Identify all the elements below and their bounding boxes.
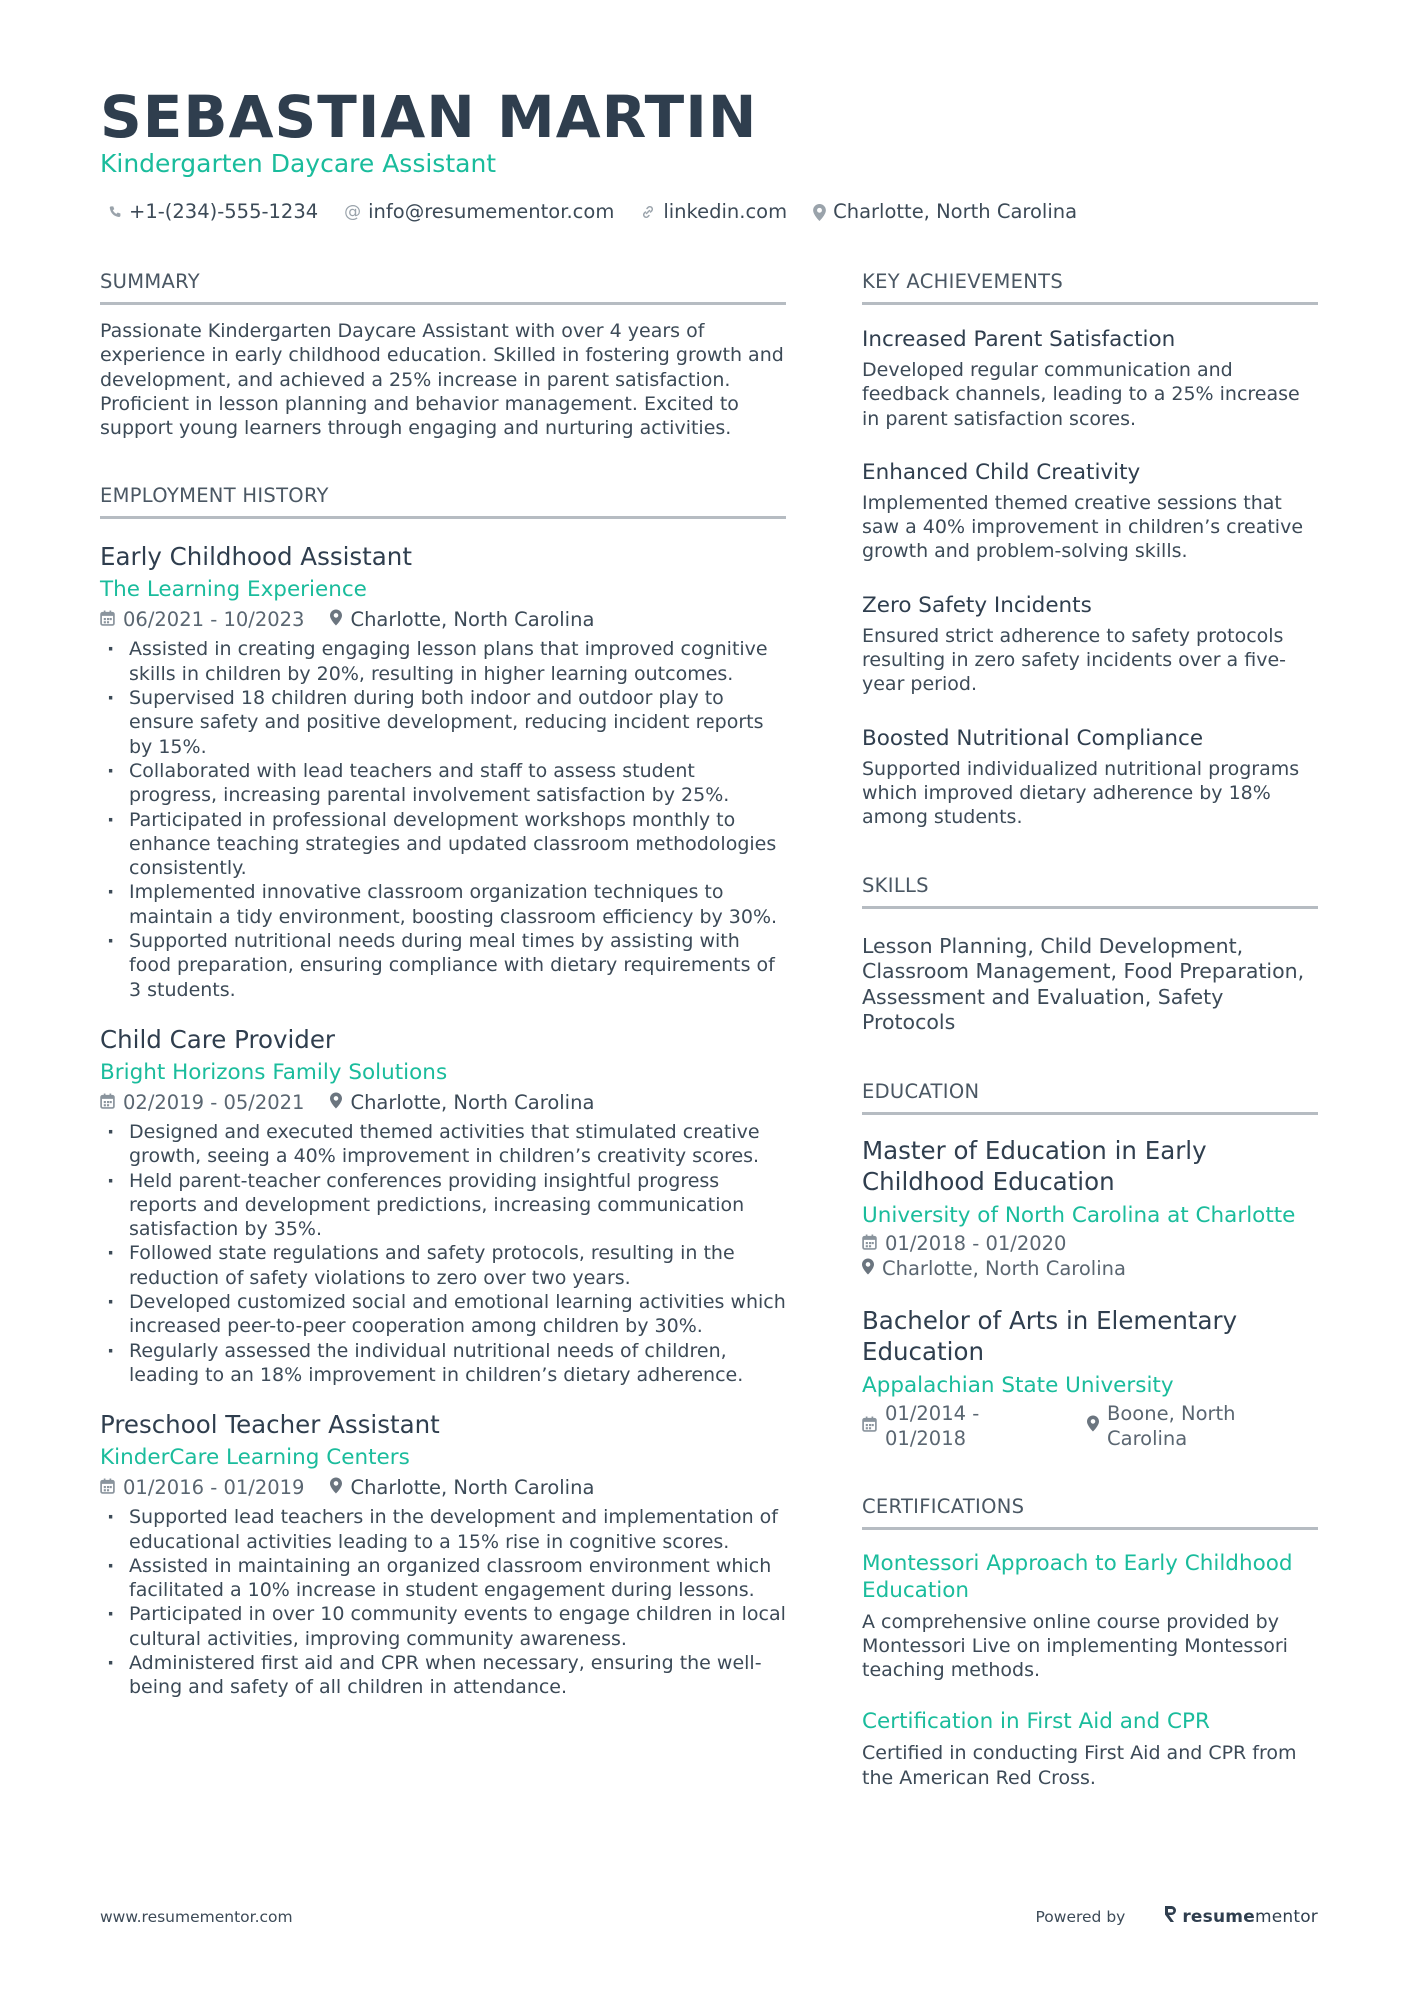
skills-heading: SKILLS [862,872,1318,909]
job-dates [100,1088,304,1118]
job-location [330,1088,594,1118]
achievement-title: Zero Safety Incidents [862,592,1092,618]
education-dates-text: 01/2014 - 01/2018 [885,1401,980,1450]
candidate-role: Kindergarten Daycare Assistant [100,149,497,178]
achievement-title: Enhanced Child Creativity [862,459,1141,485]
job-bullet: · Developed customized social and emotional learning activities which increased peer-to-peer cooperation among children by 30%. [100,1290,786,1339]
education-location [862,1256,1318,1281]
contact-website[interactable] [640,198,787,226]
left-column [100,268,786,1700]
education-section [862,1078,1318,1451]
employment-heading: EMPLOYMENT HISTORY [100,482,786,519]
job-dates [100,605,304,635]
job-bullet: · Assisted in maintaining an organized classroom environment which facilitated a 10% increase in student engagement during lessons. [100,1554,786,1603]
achievement-item [862,458,1318,564]
education-school: University of North Carolina at Charlotte [862,1202,1296,1228]
education-degree: Master of Education in Early Childhood Education [862,1135,1207,1196]
job-title: Preschool Teacher Assistant [100,1410,440,1440]
skills-section [862,872,1318,1036]
job-bullet: · Implemented innovative classroom organization techniques to maintain a tidy environment, boosting classroom efficiency by 30%. [100,880,786,929]
job-bullet: · Supervised 18 children during both indoor and outdoor play to ensure safety and positive development, reducing incident reports by 15%. [100,686,786,759]
job-company: KinderCare Learning Centers [100,1445,410,1471]
education-dates [862,1401,1063,1451]
job-meta [100,605,786,635]
education-degree: Bachelor of Arts in Elementary Education [862,1305,1238,1366]
achievement-item [862,724,1318,830]
at-icon: @ [344,202,362,222]
certifications-section [862,1493,1318,1790]
achievement-item [862,325,1318,431]
job-bullet: · Held parent-teacher conferences providing insightful progress reports and development predictions, increasing communication satisfaction by 35%. [100,1169,786,1242]
contact-phone-text: +1-(234)-555-1234 [129,200,319,223]
location-pin-icon [330,605,342,635]
job-title: Child Care Provider [100,1024,335,1054]
job-bullet: · Regularly assessed the individual nutritional needs of children, leading to an 18% improvement in children’s dietary adherence. [100,1339,786,1388]
education-location-text: Boone, North Carolina [1107,1401,1236,1450]
job-dates-text: 01/2016 - 01/2019 [123,1476,305,1500]
job-company: The Learning Experience [100,577,367,603]
job-bullet: · Supported lead teachers in the development and implementation of educational activities leading to a 15% rise in cognitive scores. [100,1505,786,1554]
certification-item [862,1708,1318,1790]
location-pin-icon [862,1256,874,1281]
education-location-text: Charlotte, North Carolina [882,1256,1126,1280]
job-bullet: · Supported nutritional needs during meal times by assisting with food preparation, ensuring compliance with dietary requirements of 3 students. [100,929,786,1002]
achievement-desc: Developed regular communication and feedback channels, leading to a 25% increase in parent satisfaction scores. [862,359,1300,430]
job-meta [100,1088,786,1118]
brand-name-bold: resume [1182,1906,1255,1927]
contact-row [108,198,1077,226]
education-school: Appalachian State University [862,1372,1174,1398]
job-bullet: · Assisted in creating engaging lesson plans that improved cognitive skills in children by 20%, resulting in higher learning outcomes. [100,637,786,686]
contact-email-text: info@resumementor.com [368,200,615,223]
calendar-icon [100,1473,115,1503]
job-bullet: · Participated in professional development workshops monthly to enhance teaching strategies and updated classroom methodologies consistently. [100,808,786,881]
footer-branding [1036,1904,1319,1929]
achievement-title: Increased Parent Satisfaction [862,327,1176,352]
calendar-icon [862,1231,877,1256]
certification-desc: Certified in conducting First Aid and CPR from the American Red Cross. [862,1742,1297,1789]
candidate-name: SEBASTIAN MARTIN [100,83,758,151]
certification-desc: A comprehensive online course provided by Montessori Live on implementing Montessori teaching methods. [862,1610,1288,1682]
job-dates-text: 02/2019 - 05/2021 [123,1090,305,1114]
job-bullets [100,1120,786,1387]
education-item [862,1135,1318,1281]
job-bullet: · Followed state regulations and safety protocols, resulting in the reduction of safety violations to zero over two years. [100,1241,786,1290]
link-icon [640,204,656,220]
resumementor-logo-icon [1163,1904,1177,1929]
summary-section [100,268,786,440]
certification-title: Montessori Approach to Early Childhood Education [862,1550,1293,1603]
certification-title: Certification in First Aid and CPR [862,1709,1210,1735]
job-location-text: Charlotte, North Carolina [350,608,595,632]
phone-icon [108,205,122,219]
location-pin-icon [813,204,826,221]
achievement-title: Boosted Nutritional Compliance [862,725,1204,751]
skills-text: Lesson Planning, Child Development, Classroom Management, Food Preparation, Assessment and Evaluation, Safety Protocols [862,933,1305,1035]
footer-website[interactable]: www.resumementor.com [100,1908,293,1926]
job-dates-text: 06/2021 - 10/2023 [123,608,305,632]
contact-location [813,198,1077,226]
achievement-item [862,591,1318,697]
job-bullet: · Participated in over 10 community events to engage children in local cultural activities, improving community awareness. [100,1602,786,1651]
contact-location-text: Charlotte, North Carolina [833,200,1078,223]
contact-phone[interactable] [108,198,318,226]
job-entry [100,541,786,1001]
job-company: Bright Horizons Family Solutions [100,1059,448,1085]
job-dates [100,1473,304,1503]
certification-item [862,1550,1318,1683]
job-location-text: Charlotte, North Carolina [350,1476,595,1500]
contact-website-text: linkedin.com [663,200,788,223]
achievement-desc: Implemented themed creative sessions that saw a 40% improvement in children’s creative growth and problem-solving skills. [862,491,1304,563]
location-pin-icon [330,1088,342,1118]
job-location [330,605,594,635]
job-bullet: · Designed and executed themed activities that stimulated creative growth, seeing a 40% improvement in children’s creativity scores. [100,1120,786,1169]
education-meta [862,1401,1318,1451]
powered-by-label: Powered by [1035,1907,1126,1926]
calendar-icon [862,1413,877,1438]
job-location-text: Charlotte, North Carolina [350,1090,595,1114]
certifications-heading: CERTIFICATIONS [862,1493,1318,1530]
education-dates-text: 01/2018 - 01/2020 [885,1231,1067,1255]
employment-section [100,482,786,1699]
achievement-desc: Ensured strict adherence to safety protocols resulting in zero safety incidents over a five-year period. [862,624,1286,696]
achievements-heading: KEY ACHIEVEMENTS [862,268,1318,305]
location-pin-icon [330,1473,342,1503]
education-location [1087,1401,1318,1451]
summary-text: Passionate Kindergarten Daycare Assistant with over 4 years of experience in early childhood education. Skilled in fostering growth and development, and achieved a 25% increase in parent satisfaction. Proficient in lesson planning and behavior management. Excited to support young learners through engaging and nurturing activities. [100,320,784,440]
summary-heading: SUMMARY [100,268,786,305]
contact-email[interactable] [344,198,614,226]
calendar-icon [100,1088,115,1118]
achievement-desc: Supported individualized nutritional programs which improved dietary adherence by 18% among students. [862,757,1300,829]
education-item [862,1305,1318,1451]
brand-name-light: mentor [1254,1906,1318,1927]
job-entry [100,1409,786,1699]
achievements-section [862,268,1318,830]
job-location [330,1473,594,1503]
education-dates [862,1231,1318,1256]
job-bullet: · Administered first aid and CPR when necessary, ensuring the well-being and safety of all children in attendance. [100,1651,786,1700]
job-meta [100,1473,786,1503]
job-bullet: · Collaborated with lead teachers and staff to assess student progress, increasing parental involvement satisfaction by 25%. [100,759,786,808]
calendar-icon [100,605,115,635]
education-heading: EDUCATION [862,1078,1318,1115]
brand-logo[interactable] [1163,1904,1318,1929]
job-bullets [100,637,786,1001]
job-title: Early Childhood Assistant [100,542,412,572]
right-column [862,268,1318,1790]
job-entry [100,1024,786,1387]
location-pin-icon [1087,1413,1099,1438]
job-bullets [100,1505,786,1699]
